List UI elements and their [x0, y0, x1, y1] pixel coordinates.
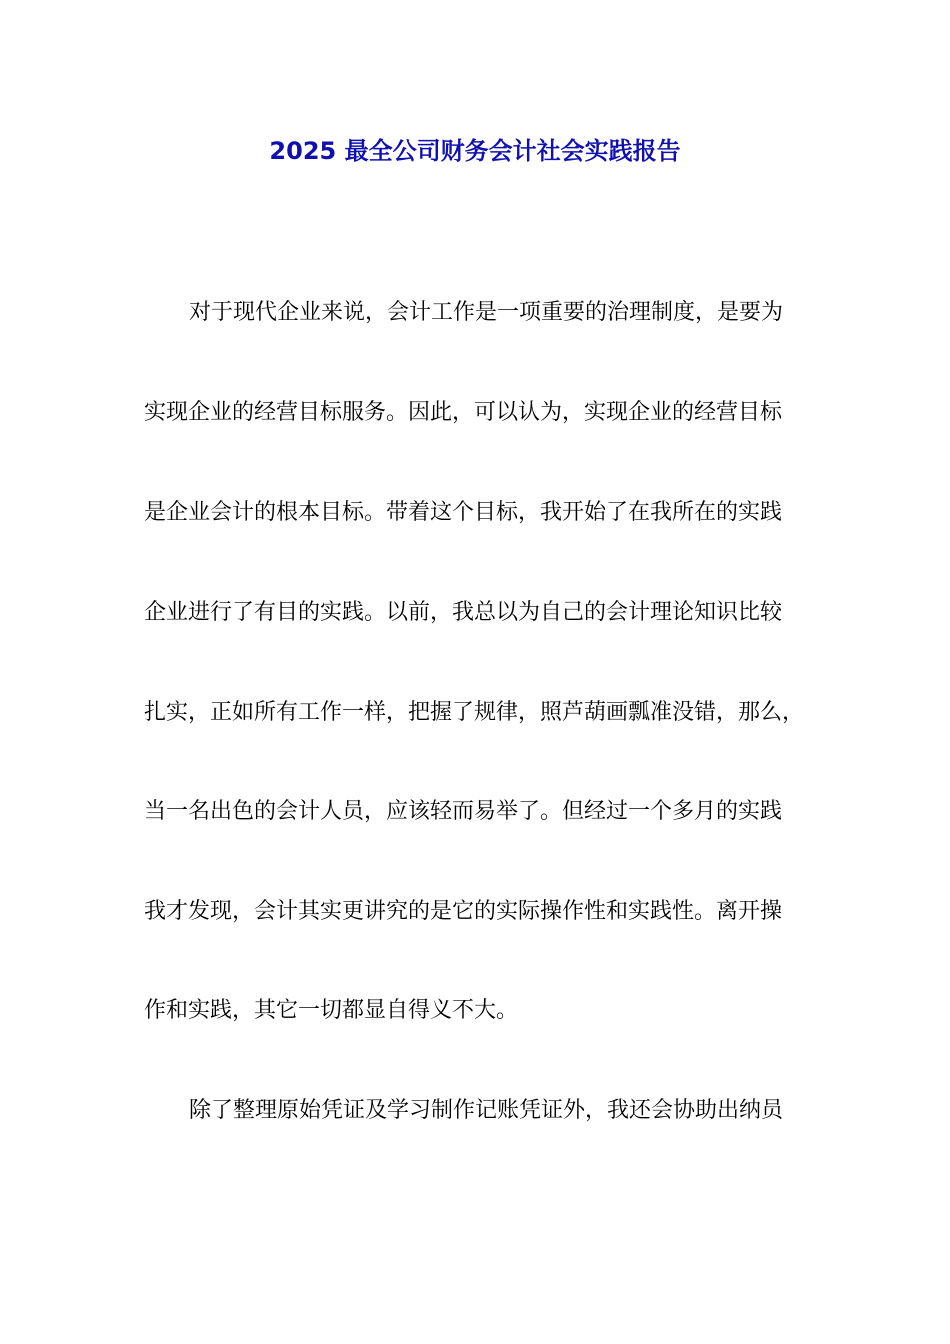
paragraph-1-line-6: 当一名出色的会计人员，应该轻而易举了。但经过一个多月的实践 — [144, 799, 783, 824]
paragraph-1-line-4: 企业进行了有目的实践。以前，我总以为自己的会计理论知识比较 — [144, 600, 783, 625]
paragraph-1-line-8: 作和实践，其它一切都显自得义不大。 — [144, 998, 519, 1023]
paragraph-2-line-1: 除了整理原始凭证及学习制作记账凭证外，我还会协助出纳员 — [189, 1098, 784, 1123]
document-title: 2025 最全公司财务会计社会实践报告 — [269, 137, 681, 165]
paragraph-1-line-7: 我才发现，会计其实更讲究的是它的实际操作性和实践性。离开操 — [144, 899, 783, 924]
paragraph-1-line-5: 扎实，正如所有工作一样，把握了规律，照芦葫画瓢准没错，那么， — [144, 700, 805, 725]
paragraph-1-line-2: 实现企业的经营目标服务。因此，可以认为，实现企业的经营目标 — [144, 400, 783, 425]
paragraph-1-line-1: 对于现代企业来说，会计工作是一项重要的治理制度，是要为 — [189, 300, 784, 325]
paragraph-1-line-3: 是企业会计的根本目标。带着这个目标，我开始了在我所在的实践 — [144, 500, 783, 525]
